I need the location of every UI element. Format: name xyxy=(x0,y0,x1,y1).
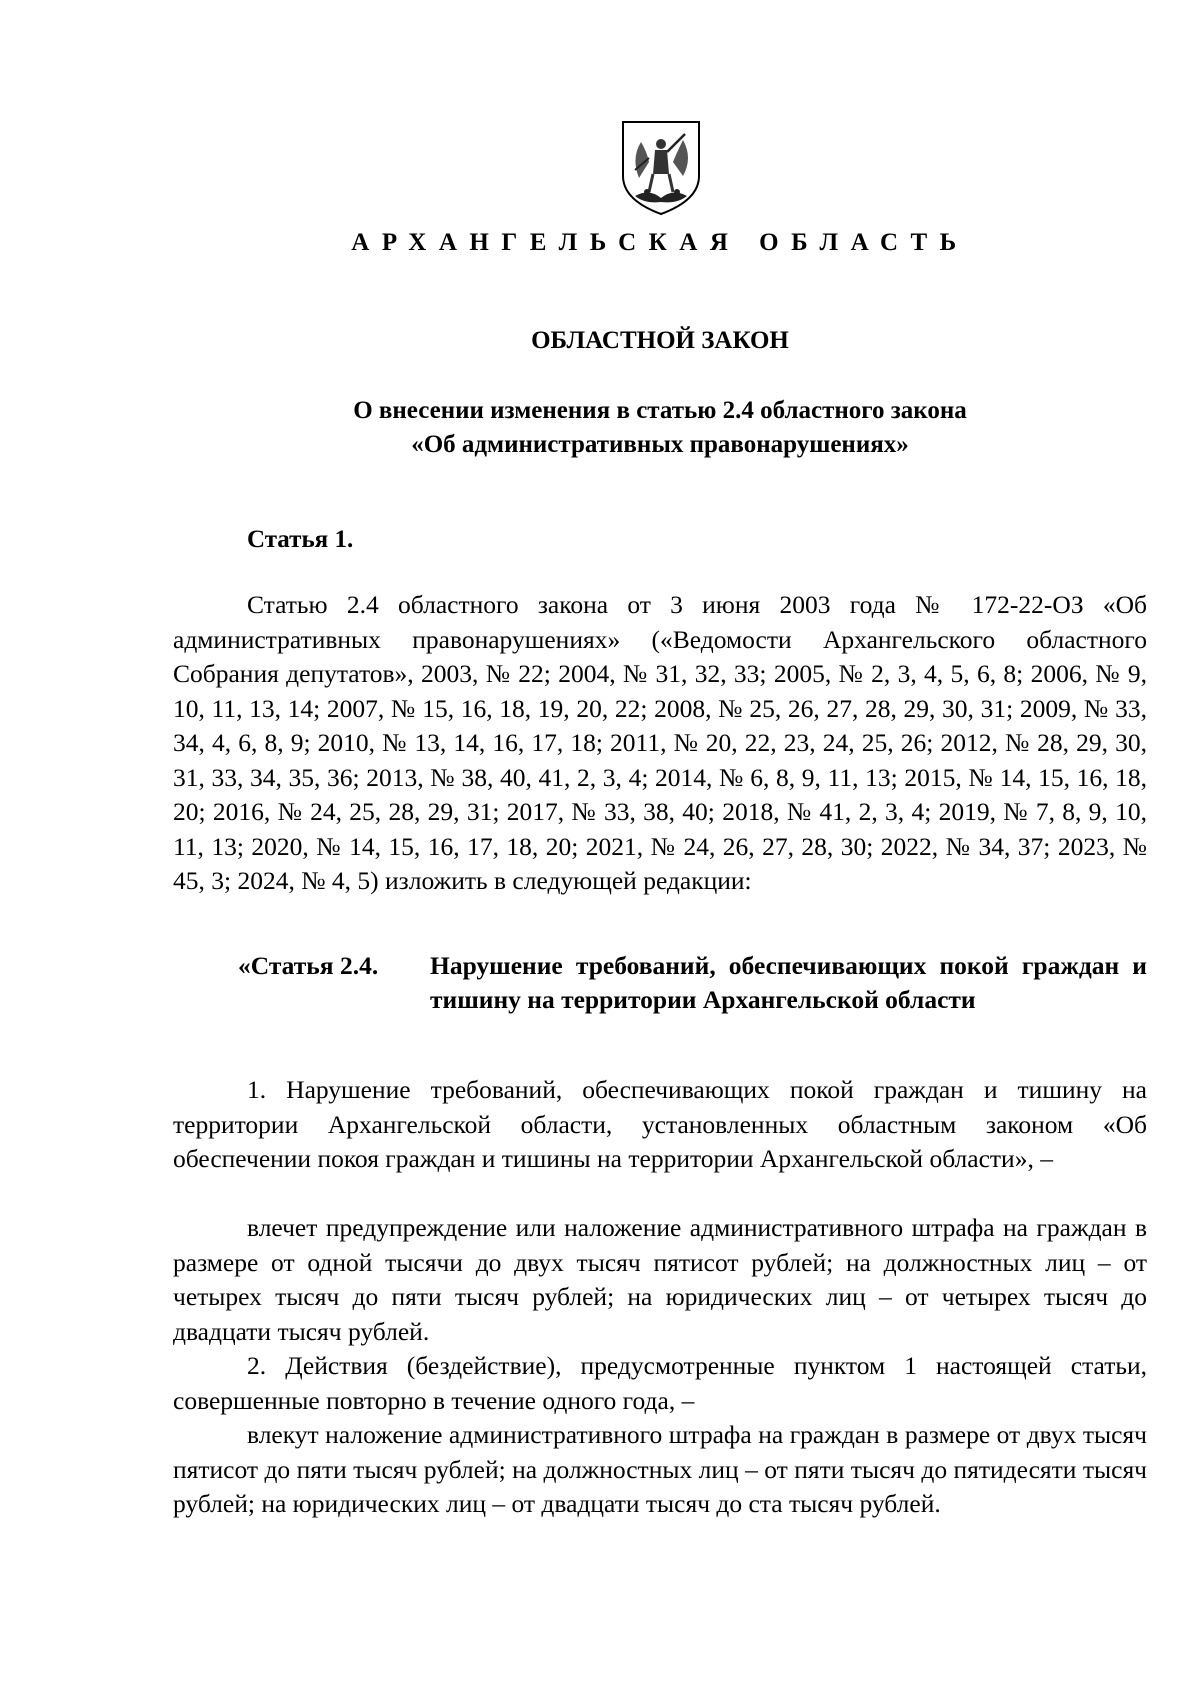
article-1-heading: Статья 1. xyxy=(247,526,354,553)
coat-of-arms-icon xyxy=(619,118,703,218)
law-title-line-1: О внесении изменения в статью 2.4 областного закона xyxy=(353,397,967,424)
article-2-4-paragraph-1-sanction: влечет предупреждение или наложение административного штрафа на граждан в размере от одной тысячи до двух тысяч пятисот рублей; на должностных лиц – от четырех тысяч до пяти тысяч рублей; на юридических лиц – от четырех тысяч до двадцати тысяч рублей. xyxy=(173,1213,1147,1346)
law-title-line-2: «Об административных правонарушениях» xyxy=(411,431,909,458)
region-title: АРХАНГЕЛЬСКАЯ ОБЛАСТЬ xyxy=(351,229,969,256)
article-2-4-paragraph-2: 2. Действия (бездействие), предусмотренные пунктом 1 настоящей статьи, совершенные повторно в течение одного года, – xyxy=(173,1351,1147,1415)
law-title xyxy=(0,394,1200,462)
law-type-heading: ОБЛАСТНОЙ ЗАКОН xyxy=(531,327,789,354)
article-2-4-paragraph-1: 1. Нарушение требований, обеспечивающих покой граждан и тишину на территории Архангельской области, установленных областным законом «Об обеспечении покоя граждан и тишины на территории Архангельской области», – xyxy=(173,1075,1147,1173)
article-2-4-number: «Статья 2.4. xyxy=(238,951,379,980)
article-2-4-paragraph-2-sanction: влекут наложение административного штрафа на граждан в размере от двух тысяч пятисот до пяти тысяч рублей; на должностных лиц – от пяти тысяч до пятидесяти тысяч рублей; на юридических лиц – от двадцати тысяч до ста тысяч рублей. xyxy=(173,1420,1147,1518)
article-1-text: Статью 2.4 областного закона от 3 июня 2003 года № 172-22-ОЗ «Об административных правонарушениях» («Ведомости Архангельского областного Собрания депутатов», 2003, № 22; 2004, № 31, 32, 33; 2005, № 2, 3, 4, 5, 6, 8; 2006, № 9, 10, 11, 13, 14; 2007, № 15, 16, 18, 19, 20, 22; 2008, № 25, 26, 27, 28, 29, 30, 31; 2009, № 33, 34, 4, 6, 8, 9; 2010, № 13, 14, 16, 17, 18; 2011, № 20, 22, 23, 24, 25, 26; 2012, № 28, 29, 30, 31, 33, 34, 35, 36; 2013, № 38, 40, 41, 2, 3, 4; 2014, № 6, 8, 9, 11, 13; 2015, № 14, 15, 16, 18, 20; 2016, № 24, 25, 28, 29, 31; 2017, № 33, 38, 40; 2018, № 41, 2, 3, 4; 2019, № 7, 8, 9, 10, 11, 13; 2020, № 14, 15, 16, 17, 18, 20; 2021, № 24, 26, 27, 28, 30; 2022, № 34, 37; 2023, № 45, 3; 2024, № 4, 5) изложить в следующей редакции: xyxy=(173,590,1147,895)
article-2-4-title: Нарушение требований, обеспечивающих покой граждан и тишину на территории Архангельской области xyxy=(430,951,1147,1014)
